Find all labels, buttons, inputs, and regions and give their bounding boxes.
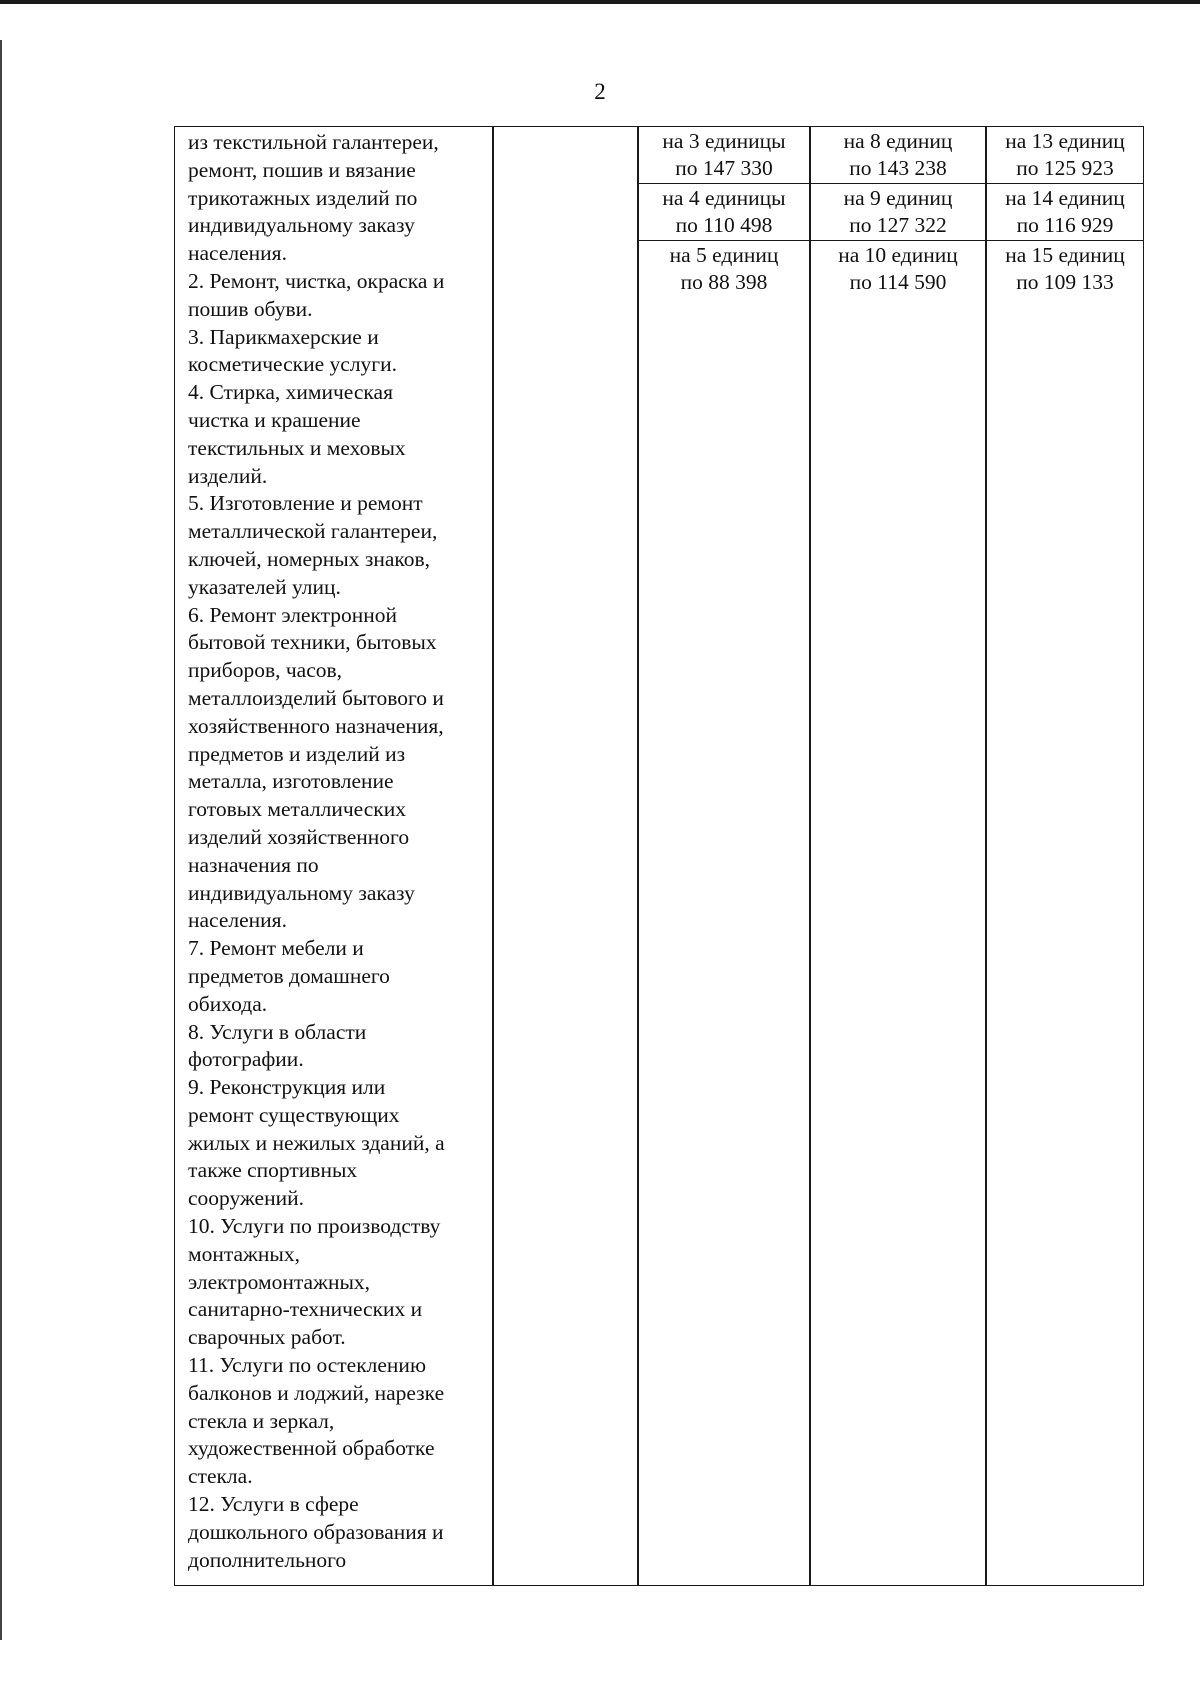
rate-units: на 14 единиц <box>1005 186 1125 210</box>
rate-cell <box>987 241 1143 298</box>
rate-amount: по 109 133 <box>1016 270 1114 294</box>
column-divider <box>637 127 639 1585</box>
services-list-cell: из текстильной галантереи, ремонт, пошив и вязание трикотажных изделий по индивидуальному заказу населения. 2. Ремонт, чистка, окраска и пошив обуви. 3. Парикмахерские и косметические услуги. 4. Стирка, химическая чистка и крашение текстильных и меховых изделий. 5. Изготовление и ремонт металлической галантереи, ключей, номерных знаков, указателей улиц. 6. Ремонт электронной бытовой техники, бытовых приборов, часов, металлоизделий бытового и хозяйственного назначения, предметов и изделий из металла, изготовление готовых металлических изделий хозяйственного назначения по индивидуальному заказу населения. 7. Ремонт мебели и предметов домашнего обихода. 8. Услуги в области фотографии. 9. Реконструкция или ремонт существующих жилых и нежилых зданий, а также спортивных сооружений. 10. Услуги по производству монтажных, электромонтажных, санитарно-технических и сварочных работ. 11. Услуги по остеклению балконов и лоджий, нарезке стекла и зеркал, художественной обработке стекла. 12. Услуги в сфере дошкольного образования и дополнительного <box>188 130 445 1572</box>
rate-amount: по 110 498 <box>675 213 773 237</box>
rate-units: на 15 единиц <box>1005 243 1125 267</box>
left-scan-edge <box>0 40 2 1640</box>
rates-table <box>174 126 1144 1586</box>
rate-column-1 <box>639 127 809 298</box>
rate-amount: по 147 330 <box>675 156 773 180</box>
rate-cell <box>987 127 1143 184</box>
rate-cell <box>811 127 985 184</box>
column-divider <box>809 127 811 1585</box>
rate-units: на 10 единиц <box>838 243 958 267</box>
rate-amount: по 88 398 <box>680 270 768 294</box>
rate-amount: по 127 322 <box>849 213 947 237</box>
rate-column-2 <box>811 127 985 298</box>
page-number: 2 <box>594 79 606 104</box>
rate-cell <box>987 184 1143 241</box>
rate-units: на 8 единиц <box>843 129 953 153</box>
rate-cell <box>811 241 985 298</box>
rate-units: на 4 единицы <box>662 186 786 210</box>
rate-column-3 <box>987 127 1143 298</box>
rate-amount: по 116 929 <box>1016 213 1114 237</box>
rate-amount: по 125 923 <box>1016 156 1114 180</box>
rate-cell <box>639 184 809 241</box>
rate-amount: по 143 238 <box>849 156 947 180</box>
column-divider <box>492 127 494 1585</box>
rate-units: на 5 единиц <box>669 243 779 267</box>
rate-units: на 3 единицы <box>662 129 786 153</box>
rate-cell <box>811 184 985 241</box>
rate-units: на 9 единиц <box>843 186 953 210</box>
rate-cell <box>639 241 809 298</box>
rate-units: на 13 единиц <box>1005 129 1125 153</box>
rate-amount: по 114 590 <box>849 270 947 294</box>
column-divider <box>985 127 987 1585</box>
rate-cell <box>639 127 809 184</box>
top-scan-edge <box>0 0 1200 4</box>
